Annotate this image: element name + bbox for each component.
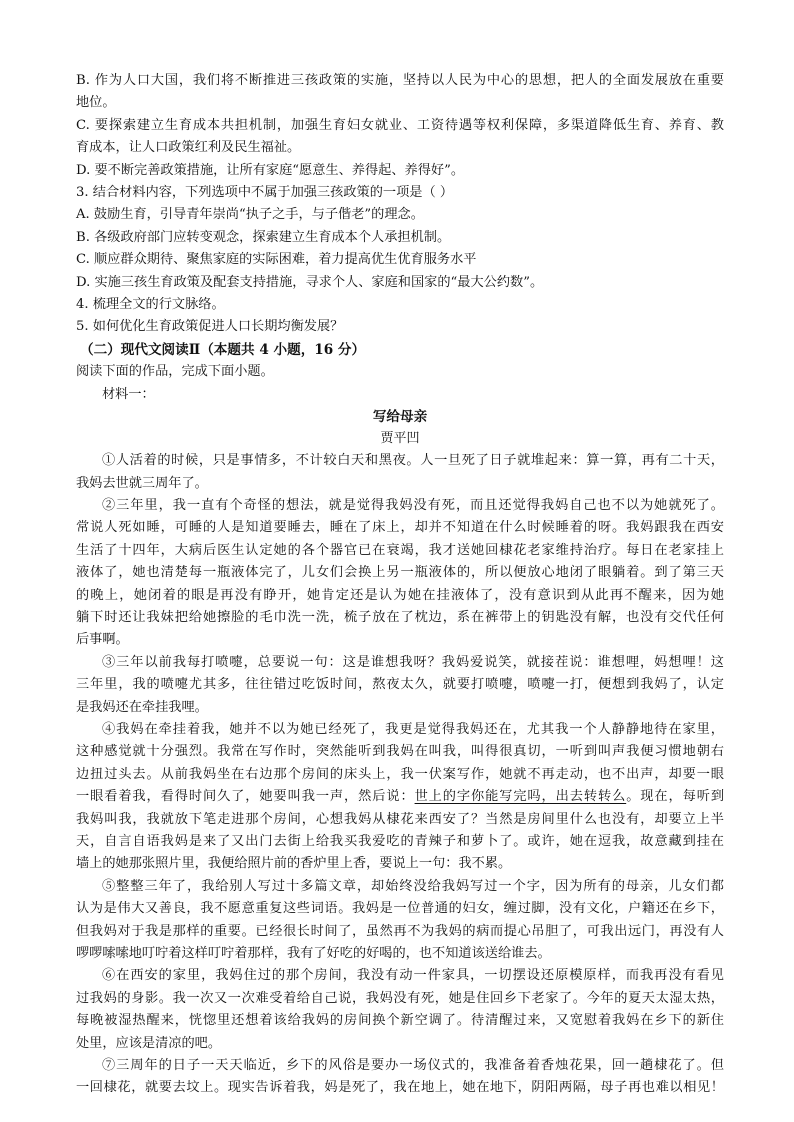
paragraph-line: ②三年里，我一直有个奇怪的想法，就是觉得我妈没有死，而且还觉得我妈自己也不以为她就死了。 <box>102 497 724 513</box>
question-3-option-a: A. 鼓励生育，引导青年崇尚“执子之手，与子偕老”的理念。 <box>76 207 424 223</box>
paragraph-line: 认为是伟大又善良，我不愿意重复这些词语。我妈是一位普通的妇女，缠过脚，没有文化，户籍还在乡下， <box>76 901 724 917</box>
paragraph-line: 处里，应该是清凉的吧。 <box>76 1035 222 1051</box>
paragraph-line: ⑥在西安的家里，我妈住过的那个房间，我没有动一件家具，一切摆设还原模原样，而我再没有看见 <box>102 968 724 984</box>
paragraph-line: 过我妈的身影。我一次又一次难受着给自己说，我妈没有死，她是住回乡下老家了。今年的夏天太湿太热， <box>76 990 724 1006</box>
paragraph-line: 是我妈还在牵挂我哩。 <box>76 699 208 715</box>
paragraph-line: 这种感觉就十分强烈。我常在写作时，突然能听到我妈在叫我，叫得很真切，一听到叫声我便习惯地朝右 <box>76 744 724 760</box>
article-paragraph-4 <box>76 719 724 876</box>
section-heading: （二）现代文阅读Ⅱ（本题共 4 小题，16 分） <box>80 341 366 358</box>
reading-instruction: 阅读下面的作品，完成下面小题。 <box>76 364 274 380</box>
paragraph-line: 边扭过头去。从前我妈坐在右边那个房间的床头上，我一伏案写作，她就不再走动，也不出声，却要一眼 <box>76 766 724 782</box>
article-paragraph-7 <box>76 1055 724 1100</box>
question-4: 4. 梳理全文的行文脉络。 <box>76 297 225 313</box>
article-paragraph-3 <box>76 652 724 719</box>
article-paragraph-1 <box>76 450 724 495</box>
paragraph-line: ⑤整整三年了，我给别人写过十多篇文章，却始终没给我妈写过一个字，因为所有的母亲，儿女们都 <box>102 878 724 894</box>
paragraph-line: ④我妈在牵挂着我，她并不以为她已经死了，我更是觉得我妈还在，尤其我一个人静静地待在家里， <box>102 721 724 737</box>
option-c-line1: C. 要探索建立生育成本共担机制，加强生育妇女就业、工资待遇等权利保障，多渠道降低生育、养育、教 <box>76 117 724 133</box>
paragraph-text: 一眼看着我，看得时间久了，她要叫我一声，然后说： <box>76 789 415 805</box>
question-5: 5. 如何优化生育政策促进人口长期均衡发展？ <box>76 319 344 335</box>
underlined-sentence: 世上的字你能写完吗，出去转转么 <box>414 789 627 805</box>
paragraph-line: ①人活着的时候，只是事情多，不计较白天和黑夜。人一旦死了日子就堆起来：算一算，再有二十天， <box>102 453 724 469</box>
question-3-option-c: C. 顺应群众期待、聚焦家庭的实际困难，着力提高优生优育服务水平 <box>76 252 477 268</box>
paragraph-line: 的晚上，她闭着的眼是再没有睁开，她肯定还是认为她在挂液体了，没有意识到从此再不醒来，因为她 <box>76 587 724 603</box>
paragraph-line: 啰啰嗦嗦地叮咛着这样叮咛着那样，我有了好吃的好喝的，也不知道该送给谁去。 <box>76 946 551 962</box>
article-author: 贾平凹 <box>380 431 420 447</box>
paragraph-line: 但我妈对于我是那样的重要。已经很长时间了，虽然再不为我妈的病而提心吊胆了，可我出远门，再没有人 <box>76 923 724 939</box>
article-paragraph-5 <box>76 876 724 966</box>
paragraph-line: 墙上的她那张照片里，我便给照片前的香炉里上香，要说上一句：我不累。 <box>76 856 512 872</box>
article-title: 写给母亲 <box>372 409 428 426</box>
paragraph-line: 生活了十四年，大病后医生认定她的各个器官已在衰竭，我才送她回棣花老家维持治疗。每日在老家挂上 <box>76 542 724 558</box>
question-3-stem: 3. 结合材料内容，下列选项中不属于加强三孩政策的一项是（ ） <box>76 185 454 201</box>
paragraph-line: 三年里，我的喷嚏尤其多，往往错过吃饭时间，熬夜太久，就要打喷嚏，喷嚏一打，便想到我妈了，认定 <box>76 677 724 693</box>
paragraph-line: 后事啊。 <box>76 632 129 648</box>
paragraph-line: 一回棣花，就要去坟上。现实告诉着我，妈是死了，我在地上，她在地下，阴阳两隔，母子再也难以相见！ <box>76 1080 724 1096</box>
option-b-line2: 地位。 <box>76 95 116 111</box>
paragraph-line: ⑦三周年的日子一天天临近，乡下的风俗是要办一场仪式的，我准备着香烛花果，回一趟棣花了。但 <box>102 1058 724 1074</box>
paragraph-line: 我妈去世就三周年了。 <box>76 475 208 491</box>
paragraph-line: 液体了，她也清楚每一瓶液体完了，儿女们会换上另一瓶液体的，所以便放心地闭了眼躺着。到了第三天 <box>76 565 724 581</box>
question-3-option-d: D. 实施三孩生育政策及配套支持措施，寻求个人、家庭和国家的“最大公约数”。 <box>76 274 544 290</box>
article-paragraph-6 <box>76 965 724 1055</box>
paragraph-line: 躺下时还让我妹把给她擦脸的毛巾洗一洗，梳子放在了枕边，系在裤带上的钥匙没有解，也没有交代任何 <box>76 609 724 625</box>
option-d: D. 要不断完善政策措施，让所有家庭“愿意生、养得起、养得好”。 <box>76 162 465 178</box>
paragraph-text: 。现在，每听到 <box>626 789 725 805</box>
paragraph-line: ③三年以前我每打喷嚏，总要说一句：这是谁想我呀？我妈爱说笑，就接茬说：谁想哩，妈想哩！这 <box>102 654 724 670</box>
question-3-option-b: B. 各级政府部门应转变观念，探索建立生育成本个人承担机制。 <box>76 229 451 245</box>
article-paragraph-2 <box>76 495 724 652</box>
option-c-line2: 育成本，让人口政策红利及民生福祉。 <box>76 140 301 156</box>
document-page <box>76 70 724 1100</box>
paragraph-line: 常说人死如睡，可睡的人是知道要睡去，睡在了床上，却并不知道在什么时候睡着的呀。我妈跟我在西安 <box>76 520 724 536</box>
material-label: 材料一： <box>102 386 155 402</box>
option-b-line1: B. 作为人口大国，我们将不断推进三孩政策的实施，坚持以人民为中心的思想，把人的全面发展放在重要 <box>76 73 724 88</box>
paragraph-line: 天，自言自语我妈是来了又出门去街上给我买我爱吃的青辣子和萝卜了。或许，她在逗我，故意藏到挂在 <box>76 834 724 849</box>
paragraph-line: 我妈叫我，我就放下笔走进那个房间，心想我妈从棣花来西安了？当然是房间里什么也没有，却要立上半 <box>76 811 724 827</box>
paragraph-line-with-underline <box>76 786 724 808</box>
paragraph-line: 每晚被湿热醒来，恍惚里还想着该给我妈的房间换个新空调了。待清醒过来，又宽慰着我妈在乡下的新住 <box>76 1013 724 1029</box>
